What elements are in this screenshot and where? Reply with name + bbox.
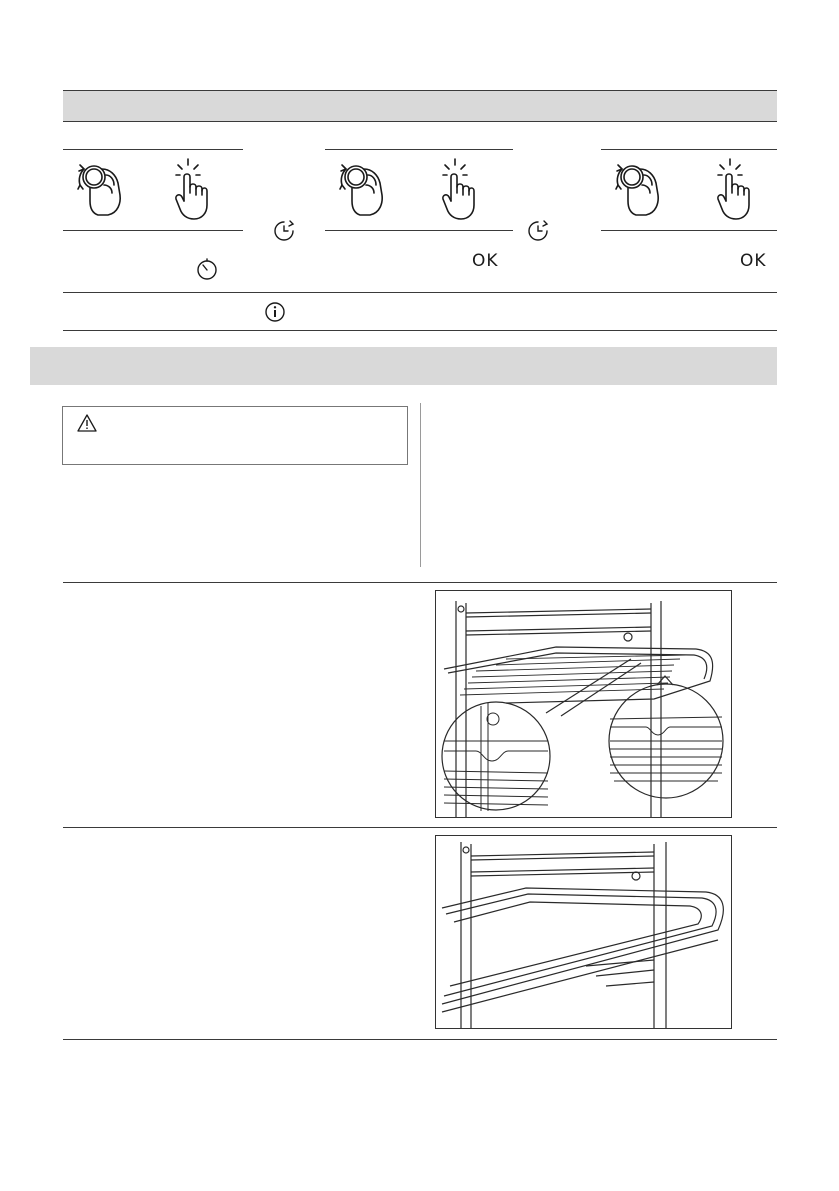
warning-box bbox=[62, 406, 408, 465]
finger-press-icon bbox=[170, 157, 220, 221]
knob-turn-icon bbox=[332, 155, 392, 225]
step1-bottom-rule bbox=[63, 230, 243, 231]
figure-row-top-rule bbox=[63, 582, 777, 583]
step2-top-rule bbox=[325, 149, 513, 150]
ok-icon: OK bbox=[740, 251, 767, 271]
baking-tray-drawing bbox=[436, 836, 731, 1028]
wire-shelf-drawing bbox=[436, 591, 731, 817]
clock-wait-icon bbox=[526, 219, 550, 243]
knob-turn-icon bbox=[70, 155, 130, 225]
header-bar-top-rule bbox=[63, 90, 777, 91]
figure-row-bottom-rule bbox=[63, 1039, 777, 1040]
timer-icon bbox=[195, 257, 219, 281]
section-header-bar bbox=[30, 347, 777, 385]
finger-press-icon bbox=[712, 157, 762, 221]
clock-wait-icon bbox=[272, 219, 296, 243]
step3-top-rule bbox=[601, 149, 777, 150]
header-bar bbox=[63, 91, 777, 121]
finger-press-icon bbox=[437, 157, 487, 221]
step1-top-rule bbox=[63, 149, 243, 150]
info-icon bbox=[264, 301, 286, 323]
step2-bottom-rule bbox=[325, 230, 513, 231]
info-row-bottom-rule bbox=[63, 330, 777, 331]
baking-tray-figure bbox=[435, 835, 732, 1029]
warning-triangle-icon bbox=[76, 413, 98, 433]
figure-row-mid-rule bbox=[63, 827, 777, 828]
column-divider bbox=[420, 403, 421, 567]
header-bar-bottom-rule bbox=[63, 121, 777, 122]
ok-icon: OK bbox=[472, 251, 499, 271]
info-row-top-rule bbox=[63, 292, 777, 293]
knob-turn-icon bbox=[608, 155, 668, 225]
wire-shelf-figure bbox=[435, 590, 732, 818]
step3-bottom-rule bbox=[601, 230, 777, 231]
